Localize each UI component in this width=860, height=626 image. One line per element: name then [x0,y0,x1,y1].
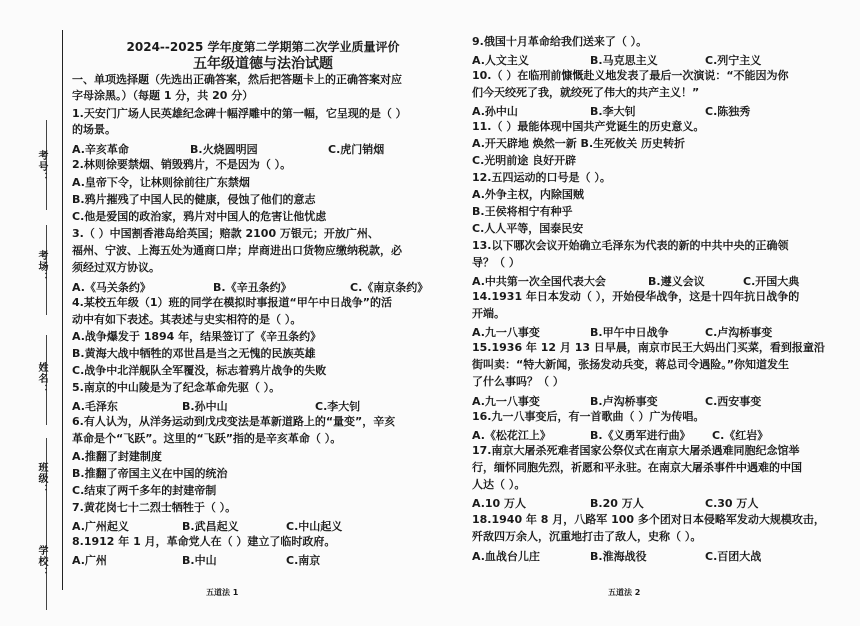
exam-title: 2024--2025 学年度第二学期第二次学业质量评价 [126,40,400,54]
option-c: C.光明前途 良好开辟 [472,154,577,167]
option-b: B.马克思主义 [590,54,658,67]
margin-label-exam-number: 考号： [36,150,47,183]
question-text: 革命是个“飞跃”。这里的“飞跃”指的是辛亥革命（ ）。 [72,432,342,445]
option-b: B.李大钊 [590,105,636,118]
question-text: 的场景。 [72,123,116,136]
question-text: 2.林则徐要禁烟、销毁鸦片，不是因为（ ）。 [72,158,292,171]
option-c: C.结束了两千多年的封建帝制 [72,484,217,497]
option-a: A.外争主权，内除国贼 [472,188,584,201]
question-text: 导？（ ） [472,256,520,269]
option-c: C.卢沟桥事变 [705,326,773,339]
option-a: A.广州起义 [72,520,129,533]
option-c: C.中山起义 [286,520,343,533]
question-text: 动中有如下表述。其表述与史实相符的是（ ）。 [72,313,302,326]
option-a: A.人文主义 [472,54,529,67]
question-text: 12.五四运动的口号是（ ）。 [472,171,611,184]
option-a: A.九一八事变 [472,326,540,339]
option-b: B.武昌起义 [182,520,239,533]
question-text: 17.南京大屠杀死难者国家公祭仪式在南京大屠杀遇难同胞纪念馆举 [472,444,800,457]
option-c: C.虎门销烟 [328,143,385,156]
option-b: B.《辛丑条约》 [213,281,292,294]
option-a: A.推翻了封建制度 [72,450,162,463]
question-text: 人达（ ）。 [472,478,526,491]
option-c: C.陈独秀 [705,105,751,118]
question-text: 4.某校五年级（1）班的同学在模拟时事报道“甲午中日战争”的活 [72,296,392,309]
option-a: A.辛亥革命 [72,143,129,156]
question-text: 须经过双方协议。 [72,261,160,274]
option-b: B.黄海大战中牺牲的邓世昌是当之无愧的民族英雄 [72,347,316,360]
option-c: C.战争中北洋舰队全军覆没，标志着鸦片战争的失败 [72,364,327,377]
page-footer: 五道法 2 [608,588,641,597]
margin-label-exam-room: 考场： [36,250,47,283]
option-c: C.李大钊 [315,400,361,413]
option-a: A.孙中山 [472,105,518,118]
option-b: B.孙中山 [182,400,228,413]
question-text: 街叫卖：“特大新闻，张扬发动兵变，蒋总司令遇险。”你知道发生 [472,358,789,371]
option-b: B.卢沟桥事变 [590,395,658,408]
question-text: 8.1912 年 1 月，革命党人在（ ）建立了临时政府。 [72,535,336,548]
option-b: B.王侯将相宁有种乎 [472,205,573,218]
question-text: 16.九一八事变后，有一首歌曲（ ）广为传唱。 [472,410,705,423]
option-a: A.10 万人 [472,497,527,510]
option-a: A.中共第一次全国代表大会 [472,275,606,288]
margin-label-school: 学校： [36,545,47,578]
option-b: B.推翻了帝国主义在中国的统治 [72,467,228,480]
option-b: B.淮海战役 [590,550,647,563]
option-a: A.战争爆发于 1894 年，结果签订了《辛丑条约》 [72,330,322,343]
question-text: 15.1936 年 12 月 13 日早晨，南京市民王大妈出门买菜，看到报童沿 [472,341,825,354]
option-c: C.百团大战 [705,550,762,563]
option-b: B.甲午中日战争 [590,326,669,339]
option-b: B.鸦片摧残了中国人民的健康，侵蚀了他们的意志 [72,193,316,206]
question-text: 18.1940 年 8 月，八路军 100 多个团对日本侵略军发动大规模攻击， [472,513,825,526]
option-c: C.南京 [286,554,321,567]
question-text: 行，缅怀同胞先烈，祈愿和平永驻。在南京大屠杀事件中遇难的中国 [472,461,802,474]
option-a: A.广州 [72,554,107,567]
option-b: B.遵义会议 [648,275,705,288]
section-heading: 一、单项选择题（先选出正确答案，然后把答题卡上的正确答案对应 [72,73,402,86]
option-c: C.列宁主义 [705,54,762,67]
option-a: A.血战台儿庄 [472,550,540,563]
option-b: B.20 万人 [590,497,644,510]
option-a: A.《马关条约》 [72,281,151,294]
option-c: C.开国大典 [743,275,800,288]
question-text: 开端。 [472,307,505,320]
question-text: 5.南京的中山陵是为了纪念革命先驱（ ）。 [72,381,281,394]
option-b: B.《义勇军进行曲》 [590,429,691,442]
option-c: C.《南京条约》 [350,281,429,294]
question-text: 福州、宁波、上海五处为通商口岸；岸商进出口货物应缴纳税款，必 [72,244,402,257]
question-text: 6.有人认为，从洋务运动到戊戌变法是革新道路上的“量变”，辛亥 [72,415,396,428]
margin-label-name: 姓名： [36,362,47,395]
question-text: 歼敌四万余人，沉重地打击了敌人，史称（ ）。 [472,530,702,543]
option-b: B.火烧圆明园 [190,143,258,156]
option-a: A.皇帝下令，让林则徐前往广东禁烟 [72,176,250,189]
question-text: 11.（ ）最能体现中国共产党诞生的历史意义。 [472,120,705,133]
margin-label-class: 班级： [36,462,47,495]
option-c: C.30 万人 [705,497,759,510]
option-c: C.人人平等，国泰民安 [472,222,584,235]
option-a: A.《松花江上》 [472,429,551,442]
binding-line [62,30,63,590]
question-text: 1.天安门广场人民英雄纪念碑十幅浮雕中的第一幅，它呈现的是（ ） [72,107,407,120]
option-c: C.《红岩》 [712,429,769,442]
option-b: B.中山 [182,554,217,567]
exam-subtitle: 五年级道德与法治试题 [193,56,333,72]
question-text: 13.以下哪次会议开始确立毛泽东为代表的新的中共中央的正确领 [472,239,789,252]
page-footer: 五道法 1 [206,588,239,597]
section-instruction: 字母涂黑。）（每题 1 分，共 20 分） [72,89,254,102]
option-c: C.西安事变 [705,395,762,408]
question-text: 14.1931 年日本发动（ ），开始侵华战争，这是十四年抗日战争的 [472,290,800,303]
question-text: 3.（ ）中国割香港岛给英国；赔款 2100 万银元；开放广州、 [72,227,379,240]
question-text: 7.黄花岗七十二烈士牺牲于（ ）。 [72,501,237,514]
option-a: A.九一八事变 [472,395,540,408]
question-text: 10.（ ）在临刑前慷慨赴义地发表了最后一次演说：“不能因为你 [472,69,789,82]
question-text: 9.俄国十月革命给我们送来了（ ）。 [472,35,648,48]
option-a: A.毛泽东 [72,400,118,413]
question-text: 了什么事吗？（ ） [472,375,564,388]
option-c: C.他是爱国的政治家，鸦片对中国人的危害让他忧虑 [72,210,327,223]
option-ab: A.开天辟地 焕然一新 B.生死攸关 历史转折 [472,137,685,150]
question-text: 们今天绞死了我，就绞死了伟大的共产主义！” [472,86,700,99]
